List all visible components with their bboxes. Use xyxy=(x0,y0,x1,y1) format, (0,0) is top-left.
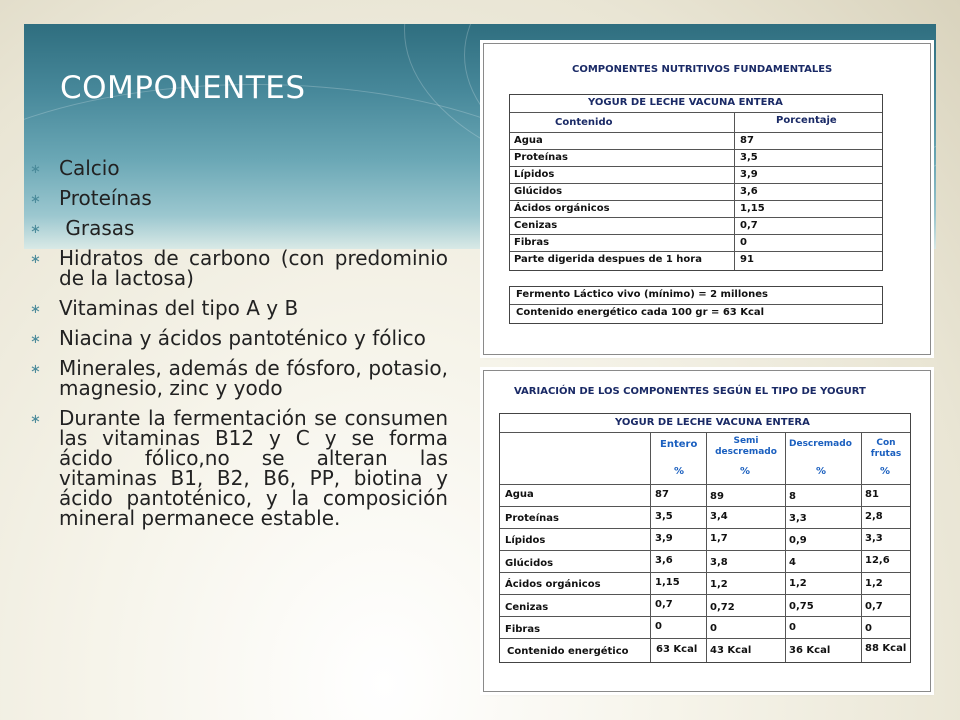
nutrients-table-subtitle: YOGUR DE LECHE VACUNA ENTERA xyxy=(588,97,783,108)
row-value: 3,5 xyxy=(740,152,758,163)
variation-table xyxy=(499,413,911,663)
row-label: Agua xyxy=(514,135,543,146)
bullet-text: Grasas xyxy=(59,216,135,240)
cell-value: 43 Kcal xyxy=(710,645,752,656)
bullet-text: Minerales, además de fósforo, potasio, magnesio, zinc y yodo xyxy=(59,356,448,400)
variation-table-title: VARIACIÓN DE LOS COMPONENTES SEGÚN EL TIPO DE YOGURT xyxy=(514,386,866,397)
row-label: Proteínas xyxy=(505,513,559,524)
bullet-text: Hidratos de carbono (con predominio de la lactosa) xyxy=(59,246,448,290)
row-label: Lípidos xyxy=(514,169,555,180)
bullet-marker: ∗ xyxy=(30,332,41,347)
cell-value: 1,2 xyxy=(865,578,883,589)
column-header-confrutas: Con frutas xyxy=(870,438,902,459)
bullet-item xyxy=(30,408,448,528)
column-unit: % xyxy=(740,466,751,477)
cell-value: 0,7 xyxy=(655,599,673,610)
bullet-marker: ∗ xyxy=(30,222,41,237)
bullet-marker: ∗ xyxy=(30,252,41,267)
bullet-text: Calcio xyxy=(59,156,120,180)
column-unit: % xyxy=(674,466,685,477)
cell-value: 3,3 xyxy=(789,513,807,524)
column-header-porcentaje: Porcentaje xyxy=(776,115,837,126)
cell-value: 4 xyxy=(789,557,796,568)
row-value: 1,15 xyxy=(740,203,765,214)
cell-value: 3,3 xyxy=(865,533,883,544)
nutrients-table-title: COMPONENTES NUTRITIVOS FUNDAMENTALES xyxy=(572,64,833,75)
column-unit: % xyxy=(880,466,891,477)
row-value: 3,6 xyxy=(740,186,758,197)
cell-value: 89 xyxy=(710,491,724,502)
bullet-item xyxy=(30,218,448,238)
cell-value: 3,4 xyxy=(710,511,728,522)
variation-table-panel xyxy=(483,370,931,692)
row-label: Ácidos orgánicos xyxy=(505,579,601,590)
row-label: Lípidos xyxy=(505,535,546,546)
bullet-marker: ∗ xyxy=(30,362,41,377)
bullet-item xyxy=(30,188,448,208)
slide-title: COMPONENTES xyxy=(60,70,306,106)
cell-value: 3,9 xyxy=(655,533,673,544)
bullet-marker: ∗ xyxy=(30,162,41,177)
row-label: Contenido energético xyxy=(507,646,629,657)
row-label: Glúcidos xyxy=(505,558,554,569)
column-unit: % xyxy=(816,466,827,477)
row-label: Glúcidos xyxy=(514,186,563,197)
row-value: 87 xyxy=(740,135,754,146)
row-value: 0,7 xyxy=(740,220,758,231)
bullet-text: Vitaminas del tipo A y B xyxy=(59,296,299,320)
column-header-descremado: Descremado xyxy=(789,439,852,449)
bullet-item xyxy=(30,358,448,398)
row-label: Proteínas xyxy=(514,152,568,163)
cell-value: 1,2 xyxy=(710,579,728,590)
cell-value: 0 xyxy=(710,623,717,634)
cell-value: 0 xyxy=(789,622,796,633)
cell-value: 12,6 xyxy=(865,555,890,566)
cell-value: 87 xyxy=(655,489,669,500)
bullet-marker: ∗ xyxy=(30,412,41,427)
row-label: Fibras xyxy=(514,237,550,248)
cell-value: 63 Kcal xyxy=(656,644,698,655)
bullet-text: Proteínas xyxy=(59,186,152,210)
cell-value: 8 xyxy=(789,491,796,502)
bullet-item xyxy=(30,158,448,178)
cell-value: 81 xyxy=(865,489,879,500)
row-value: 3,9 xyxy=(740,169,758,180)
row-label: Parte digerida despues de 1 hora xyxy=(514,254,702,265)
bullet-list xyxy=(30,158,448,538)
cell-value: 1,2 xyxy=(789,578,807,589)
row-label: Ácidos orgánicos xyxy=(514,203,610,214)
row-label: Cenizas xyxy=(505,602,549,613)
row-label: Agua xyxy=(505,489,534,500)
row-value: 91 xyxy=(740,254,754,265)
nutrients-notes-box xyxy=(509,286,883,324)
cell-value: 1,7 xyxy=(710,533,728,544)
cell-value: 2,8 xyxy=(865,511,883,522)
cell-value: 0,9 xyxy=(789,535,807,546)
cell-value: 0 xyxy=(655,621,662,632)
cell-value: 0,7 xyxy=(865,601,883,612)
bullet-item xyxy=(30,298,448,318)
bullet-item xyxy=(30,328,448,348)
cell-value: 0 xyxy=(865,623,872,634)
note-energia: Contenido energético cada 100 gr = 63 Kcal xyxy=(516,307,765,318)
column-header-semidescremado: Semi descremado xyxy=(715,436,777,457)
column-header-contenido: Contenido xyxy=(555,117,613,128)
bullet-marker: ∗ xyxy=(30,302,41,317)
nutrients-table-panel xyxy=(483,43,931,355)
row-label: Cenizas xyxy=(514,220,558,231)
cell-value: 1,15 xyxy=(655,577,680,588)
nutrients-table xyxy=(509,94,883,271)
cell-value: 0,72 xyxy=(710,602,735,613)
cell-value: 3,5 xyxy=(655,511,673,522)
variation-table-subtitle: YOGUR DE LECHE VACUNA ENTERA xyxy=(615,417,810,428)
cell-value: 3,8 xyxy=(710,557,728,568)
bullet-item xyxy=(30,248,448,288)
cell-value: 0,75 xyxy=(789,601,814,612)
cell-value: 36 Kcal xyxy=(789,645,831,656)
cell-value: 3,6 xyxy=(655,555,673,566)
row-value: 0 xyxy=(740,237,747,248)
bullet-text: Durante la fermentación se consumen las vitaminas B12 y C y se forma ácido fólico,no se alteran las vitaminas B1, B2, B6, PP, biotina y ácido pantoténico, y la composición mineral permanece estable. xyxy=(59,406,448,530)
bullet-marker: ∗ xyxy=(30,192,41,207)
row-label: Fibras xyxy=(505,624,541,635)
cell-value: 88 Kcal xyxy=(865,643,907,654)
note-fermento: Fermento Láctico vivo (mínimo) = 2 millones xyxy=(516,289,768,300)
bullet-text: Niacina y ácidos pantoténico y fólico xyxy=(59,326,426,350)
column-header-entero: Entero xyxy=(660,439,698,450)
